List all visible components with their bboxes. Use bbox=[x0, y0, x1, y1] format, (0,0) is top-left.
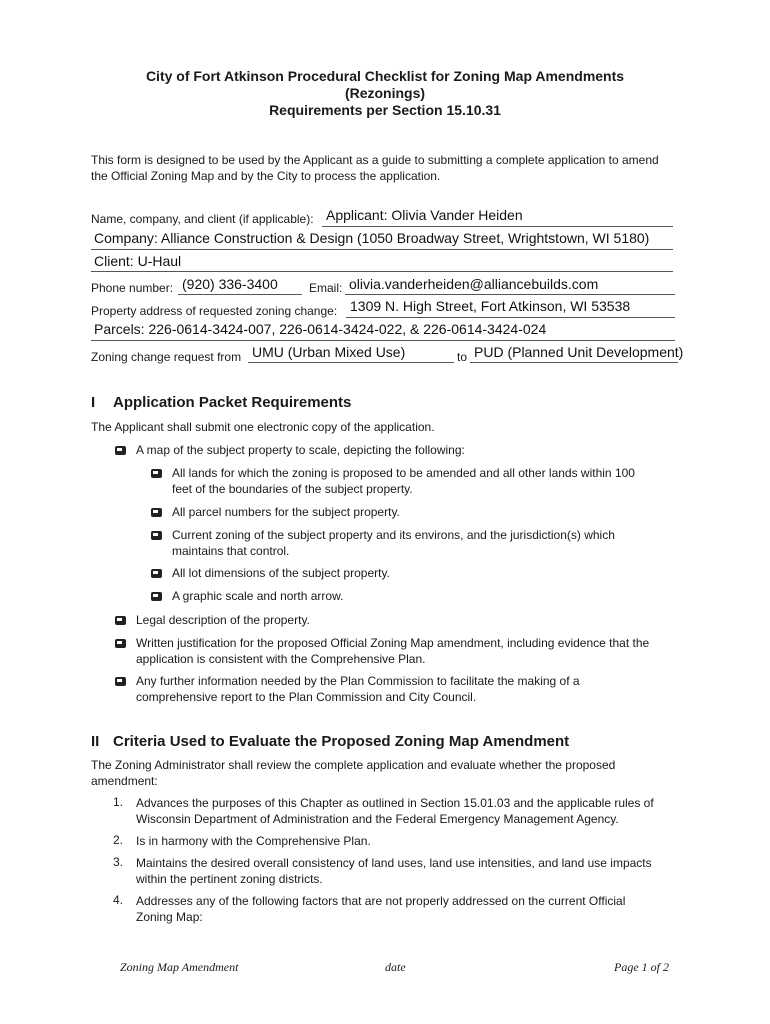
doc-title-line3: Requirements per Section 15.10.31 bbox=[269, 102, 501, 118]
list-item-cont: maintains that control. bbox=[172, 544, 290, 558]
section1-intro: The Applicant shall submit one electronic copy of the application. bbox=[91, 420, 435, 434]
intro-line1: This form is designed to be used by the Applicant as a guide to submitting a complete application to amend bbox=[91, 153, 659, 167]
checkbox-bullet bbox=[115, 677, 126, 686]
name-label: Name, company, and client (if applicable): bbox=[91, 212, 314, 226]
criteria-item-cont: within the pertinent zoning districts. bbox=[136, 872, 323, 886]
section1-number: I bbox=[91, 394, 96, 411]
criteria-item-cont: Zoning Map: bbox=[136, 910, 203, 924]
zoning-from-value[interactable]: UMU (Urban Mixed Use) bbox=[252, 344, 406, 360]
criteria-number: 2. bbox=[113, 833, 124, 847]
zoning-from-label: Zoning change request from bbox=[91, 350, 242, 364]
list-item: A map of the subject property to scale, depicting the following: bbox=[136, 443, 465, 457]
list-item: All lands for which the zoning is proposed to be amended and all other lands within 100 bbox=[172, 466, 635, 480]
phone-label: Phone number: bbox=[91, 281, 174, 295]
checkbox-bullet bbox=[151, 531, 162, 540]
list-item-cont: feet of the boundaries of the subject property. bbox=[172, 482, 413, 496]
zoning-to-label: to bbox=[457, 350, 468, 364]
applicant-value[interactable]: Applicant: Olivia Vander Heiden bbox=[326, 207, 523, 223]
phone-line bbox=[178, 294, 302, 295]
zoning-from-line bbox=[248, 362, 454, 363]
phone-value[interactable]: (920) 336-3400 bbox=[182, 276, 278, 292]
section2-intro-line1: The Zoning Administrator shall review the complete application and evaluate whether the proposed bbox=[91, 758, 616, 772]
checkbox-bullet bbox=[151, 469, 162, 478]
checkbox-bullet bbox=[115, 639, 126, 648]
zoning-to-value[interactable]: PUD (Planned Unit Development) bbox=[474, 344, 684, 360]
email-line bbox=[345, 294, 675, 295]
list-item: Legal description of the property. bbox=[136, 613, 310, 627]
criteria-item: Maintains the desired overall consistency of land uses, land use intensities, and land use impacts bbox=[136, 856, 652, 870]
footer-page-number: Page 1 of 2 bbox=[614, 960, 669, 974]
client-value[interactable]: Client: U-Haul bbox=[94, 253, 182, 269]
list-item: A graphic scale and north arrow. bbox=[172, 589, 344, 603]
section2-intro-line2: amendment: bbox=[91, 774, 158, 788]
intro-line2: the Official Zoning Map and by the City to process the application. bbox=[91, 169, 441, 183]
address-value[interactable]: 1309 N. High Street, Fort Atkinson, WI 53538 bbox=[350, 298, 631, 314]
section2-number: II bbox=[91, 733, 100, 750]
list-item-cont: comprehensive report to the Plan Commission and City Council. bbox=[136, 690, 477, 704]
checkbox-bullet bbox=[115, 616, 126, 625]
criteria-item-cont: Wisconsin Department of Administration and the Federal Emergency Management Agency. bbox=[136, 812, 619, 826]
criteria-item: Advances the purposes of this Chapter as outlined in Section 15.01.03 and the applicable rules of bbox=[136, 796, 654, 810]
email-value[interactable]: olivia.vanderheiden@alliancebuilds.com bbox=[349, 276, 599, 292]
company-line bbox=[91, 249, 673, 250]
criteria-number: 1. bbox=[113, 795, 124, 809]
doc-title-line1: City of Fort Atkinson Procedural Checklist for Zoning Map Amendments bbox=[145, 68, 625, 84]
list-item: Written justification for the proposed Official Zoning Map amendment, including evidence that the bbox=[136, 636, 650, 650]
section1-heading bbox=[91, 394, 351, 411]
client-line bbox=[91, 271, 673, 272]
footer-left: Zoning Map Amendment bbox=[120, 960, 239, 974]
criteria-number: 3. bbox=[113, 855, 124, 869]
list-item: All parcel numbers for the subject property. bbox=[172, 505, 400, 519]
list-item-cont: application is consistent with the Comprehensive Plan. bbox=[136, 652, 426, 666]
checkbox-bullet bbox=[151, 592, 162, 601]
footer-date: date bbox=[385, 960, 406, 974]
section2-title: Criteria Used to Evaluate the Proposed Zoning Map Amendment bbox=[113, 733, 570, 750]
name-line bbox=[322, 226, 673, 227]
checkbox-bullet bbox=[151, 569, 162, 578]
list-item: Current zoning of the subject property and its environs, and the jurisdiction(s) which bbox=[172, 528, 615, 542]
section2-heading bbox=[91, 733, 569, 750]
company-value[interactable]: Company: Alliance Construction & Design (1050 Broadway Street, Wrightstown, WI 5180) bbox=[94, 230, 650, 246]
address-label: Property address of requested zoning change: bbox=[91, 304, 338, 318]
parcels-value[interactable]: Parcels: 226-0614-3424-007, 226-0614-3424-022, & 226-0614-3424-024 bbox=[94, 321, 547, 337]
parcels-line bbox=[91, 340, 675, 341]
checkbox-bullet bbox=[115, 446, 126, 455]
email-label: Email: bbox=[309, 281, 343, 295]
criteria-number: 4. bbox=[113, 893, 124, 907]
criteria-item: Addresses any of the following factors that are not properly addressed on the current Official bbox=[136, 894, 626, 908]
criteria-item: Is in harmony with the Comprehensive Plan. bbox=[136, 834, 371, 848]
doc-title-line2: (Rezonings) bbox=[344, 85, 426, 101]
list-item: All lot dimensions of the subject property. bbox=[172, 566, 390, 580]
zoning-to-line bbox=[470, 362, 678, 363]
address-line bbox=[346, 317, 675, 318]
checkbox-bullet bbox=[151, 508, 162, 517]
list-item: Any further information needed by the Plan Commission to facilitate the making of a bbox=[136, 674, 580, 688]
section1-title: Application Packet Requirements bbox=[113, 394, 352, 411]
